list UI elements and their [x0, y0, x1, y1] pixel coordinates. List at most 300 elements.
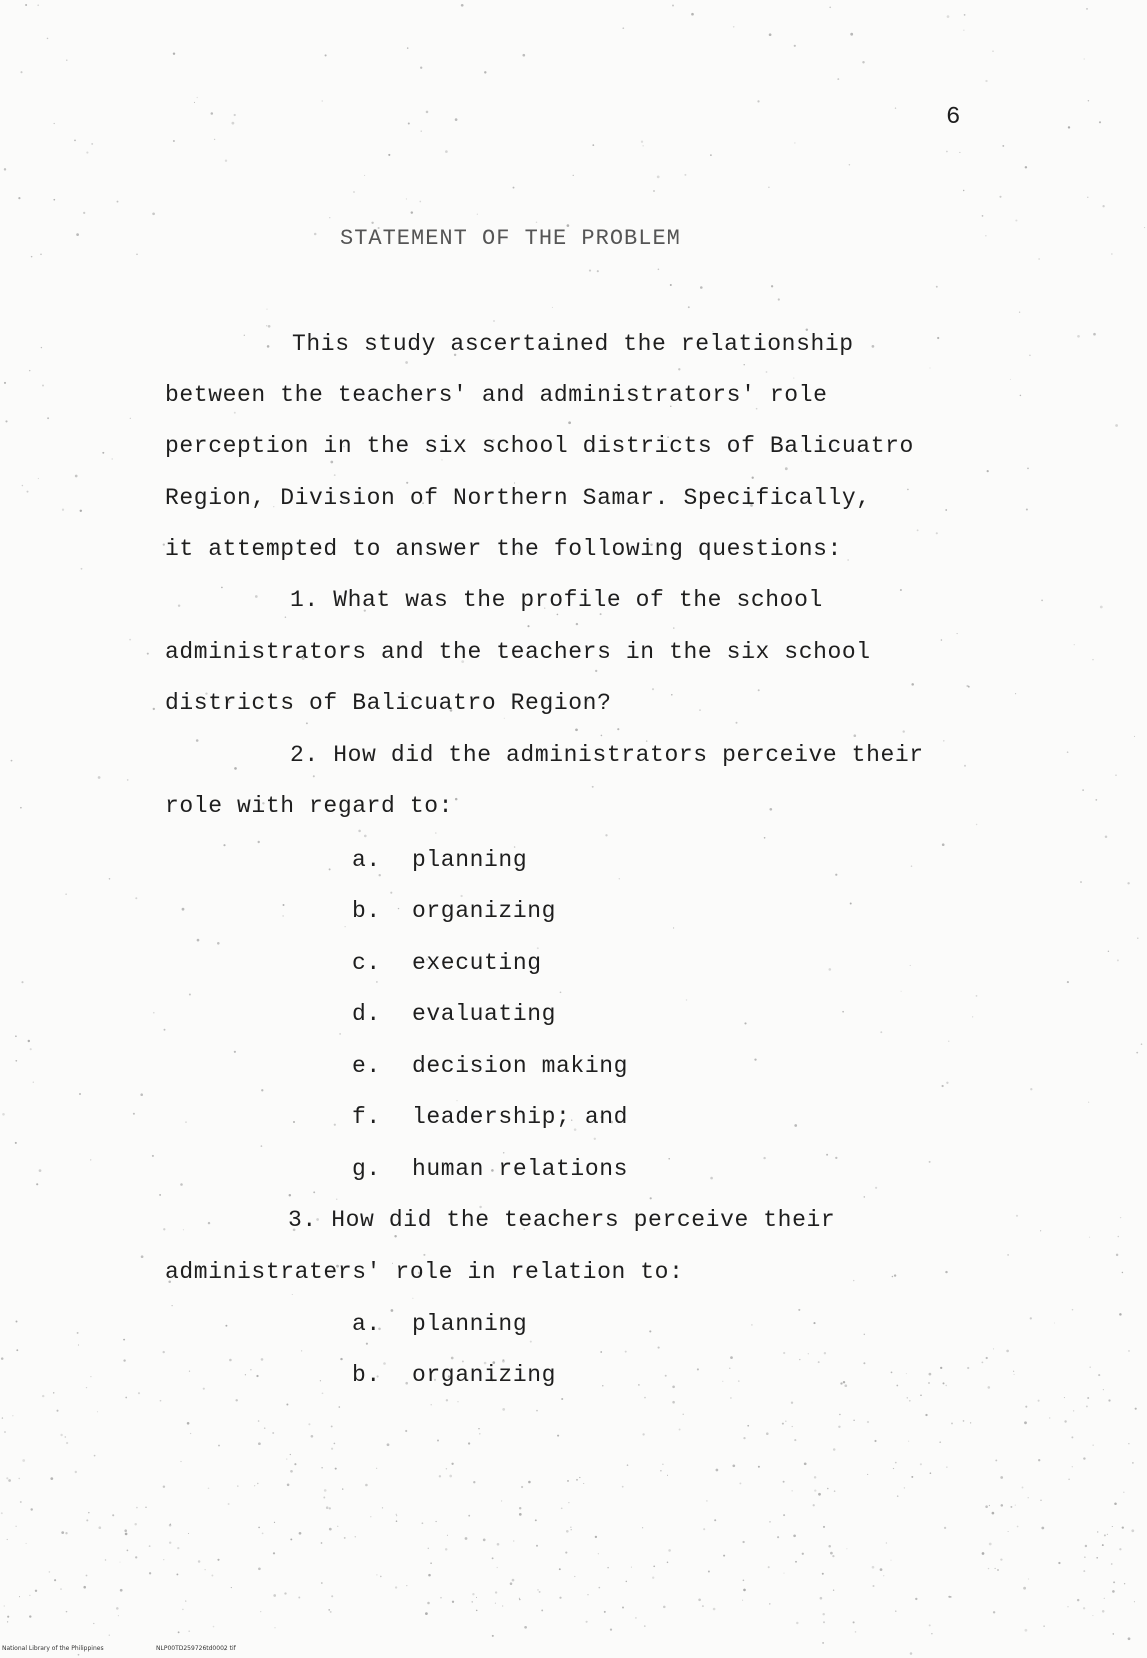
scan-dot	[641, 141, 643, 143]
scan-dot	[147, 653, 149, 655]
scan-dot	[364, 175, 365, 176]
scan-dot	[217, 1559, 219, 1561]
scan-dot	[594, 1138, 596, 1140]
scan-dot	[257, 1483, 258, 1484]
scan-dot	[136, 253, 138, 255]
scan-dot	[1006, 1350, 1009, 1353]
scan-dot	[408, 122, 410, 124]
scan-dot	[208, 1488, 210, 1490]
scan-dot	[963, 1420, 965, 1422]
scan-dot	[90, 1159, 91, 1160]
scan-dot	[598, 1553, 599, 1554]
question-3-line: administraters' role in relation to:	[165, 1259, 684, 1285]
scan-dot	[483, 1539, 486, 1542]
scan-dot	[586, 1621, 588, 1623]
scan-dot	[504, 718, 505, 719]
scan-dot	[451, 1463, 453, 1465]
scan-dot	[244, 335, 245, 336]
scan-dot	[229, 1359, 232, 1362]
scan-dot	[1135, 1408, 1137, 1410]
scan-dot	[91, 143, 93, 145]
scan-dot	[622, 1486, 624, 1488]
scan-dot	[743, 1437, 745, 1439]
scan-dot	[635, 1617, 637, 1619]
scan-dot	[457, 1401, 458, 1402]
scan-dot	[1064, 1420, 1066, 1422]
page-title: STATEMENT OF THE PROBLEM	[340, 226, 681, 251]
scan-dot	[838, 1426, 840, 1428]
scan-dot	[267, 345, 270, 348]
q2-item-text: evaluating	[412, 1001, 557, 1027]
scan-dot	[626, 1581, 628, 1583]
scan-dot	[1137, 937, 1138, 938]
scan-dot	[313, 1191, 315, 1193]
scan-dot	[29, 370, 30, 371]
scan-dot	[895, 107, 896, 108]
scan-dot	[322, 1392, 324, 1394]
scan-dot	[447, 1535, 448, 1536]
scan-dot	[777, 1536, 779, 1538]
scan-dot	[658, 269, 660, 271]
scan-dot	[497, 1567, 498, 1568]
scan-dot	[799, 1359, 800, 1360]
scan-dot	[595, 1536, 597, 1538]
scan-dot	[758, 1466, 760, 1468]
scan-dot	[47, 417, 49, 419]
scan-dot	[1093, 1445, 1094, 1446]
scan-dot	[793, 378, 794, 379]
scan-dot	[988, 1568, 989, 1569]
scan-dot	[428, 1574, 431, 1577]
scan-dot	[120, 1589, 123, 1592]
scan-dot	[1019, 312, 1020, 313]
scan-dot	[579, 1477, 580, 1478]
scan-dot	[1092, 659, 1094, 661]
scan-dot	[864, 1196, 866, 1198]
scan-dot	[657, 176, 660, 179]
scan-dot	[86, 1575, 88, 1577]
scan-dot	[1072, 1466, 1073, 1467]
scan-dot	[261, 1358, 264, 1361]
scan-dot	[234, 114, 236, 116]
q2-item-text: leadership; and	[412, 1104, 629, 1130]
scan-dot	[875, 1187, 877, 1189]
scan-dot	[738, 1380, 740, 1382]
scan-dot	[943, 740, 944, 741]
scan-dot	[234, 412, 236, 414]
scan-dot	[872, 1585, 874, 1587]
scan-dot	[1083, 1570, 1085, 1572]
scan-dot	[1115, 775, 1116, 776]
scan-dot	[1041, 599, 1043, 601]
scan-dot	[245, 1374, 246, 1375]
scan-dot	[426, 111, 429, 114]
scan-dot	[250, 1369, 251, 1370]
scan-dot	[60, 1588, 62, 1590]
scan-dot	[1119, 1313, 1122, 1316]
q2-item-letter: a.	[352, 847, 381, 873]
scan-dot	[766, 1432, 769, 1435]
scan-dot	[134, 1523, 136, 1525]
scan-dot	[135, 1556, 137, 1558]
scan-dot	[519, 1599, 520, 1600]
scan-dot	[287, 1484, 290, 1487]
scan-dot	[561, 1507, 563, 1509]
scan-dot	[425, 1612, 428, 1615]
scan-dot	[78, 1654, 80, 1656]
scan-dot	[234, 767, 237, 770]
scan-dot	[81, 568, 83, 570]
scan-dot	[1010, 379, 1011, 380]
scan-dot	[886, 1542, 887, 1543]
scan-dot	[15, 1060, 17, 1062]
scan-dot	[492, 1557, 494, 1559]
scan-dot	[822, 1642, 824, 1644]
scan-dot	[53, 199, 55, 201]
scan-dot	[757, 100, 759, 102]
scan-dot	[929, 1161, 931, 1163]
scan-dot	[985, 80, 987, 82]
scan-dot	[778, 298, 780, 300]
scan-dot	[228, 1503, 230, 1505]
scan-dot	[170, 1524, 171, 1525]
scan-dot	[194, 102, 195, 103]
scan-dot	[906, 1373, 907, 1374]
scan-dot	[945, 1271, 947, 1273]
scan-dot	[1013, 1371, 1014, 1372]
scan-dot	[1131, 1529, 1134, 1532]
scan-dot	[752, 477, 754, 479]
scan-dot	[678, 368, 680, 370]
scan-dot	[1020, 395, 1022, 397]
scan-dot	[1030, 1088, 1032, 1090]
scan-dot	[1128, 1637, 1131, 1640]
scan-dot	[12, 1415, 13, 1416]
scan-dot	[867, 1474, 868, 1475]
scan-dot	[330, 461, 333, 464]
scan-dot	[83, 212, 85, 214]
scan-dot	[258, 1527, 260, 1529]
scan-dot	[451, 1357, 454, 1360]
scan-dot	[398, 908, 399, 909]
intro-line: perception in the six school districts of Balicuatro	[165, 433, 914, 459]
scan-dot	[716, 1469, 719, 1472]
scan-dot	[428, 1548, 429, 1549]
scan-dot	[688, 306, 690, 308]
scan-dot	[963, 30, 964, 31]
scan-dot	[380, 1576, 382, 1578]
scan-dot	[1068, 126, 1070, 128]
scan-dot	[187, 1422, 190, 1425]
scan-dot	[335, 1468, 337, 1470]
scan-dot	[314, 233, 317, 236]
scan-dot	[60, 1434, 62, 1436]
scan-dot	[21, 981, 23, 983]
scan-dot	[1084, 1557, 1085, 1558]
scan-dot	[967, 1367, 969, 1369]
scan-dot	[964, 765, 966, 767]
scan-dot	[223, 844, 225, 846]
scan-dot	[329, 868, 331, 870]
scan-dot	[235, 1399, 237, 1401]
scan-dot	[671, 694, 673, 696]
scan-dot	[387, 1443, 390, 1446]
scan-dot	[1134, 1601, 1135, 1602]
scan-dot	[163, 1228, 165, 1230]
scan-dot	[785, 467, 788, 470]
scan-dot	[911, 865, 913, 867]
scan-dot	[479, 1433, 481, 1435]
scan-dot	[1100, 606, 1103, 609]
scan-dot	[1007, 1254, 1009, 1256]
scan-dot	[430, 1562, 432, 1564]
scan-dot	[1127, 882, 1129, 884]
scan-dot	[6, 1477, 8, 1479]
scan-dot	[939, 1441, 941, 1443]
scan-dot	[853, 1621, 855, 1623]
scan-dot	[266, 309, 267, 310]
scan-dot	[699, 709, 701, 711]
scan-dot	[1124, 1583, 1125, 1584]
scan-dot	[1103, 1389, 1104, 1390]
scan-dot	[30, 1048, 32, 1050]
scan-dot	[133, 1113, 135, 1115]
scan-dot	[751, 1324, 753, 1326]
scan-dot	[476, 1610, 478, 1612]
scan-dot	[644, 1625, 646, 1627]
scan-dot	[997, 1569, 999, 1571]
scan-dot	[289, 1194, 291, 1196]
q2-item-text: executing	[412, 950, 542, 976]
scan-dot	[783, 1514, 785, 1516]
scan-dot	[928, 1382, 930, 1384]
scan-dot	[258, 1420, 260, 1422]
footer-library: National Library of the Philippines	[2, 1645, 104, 1652]
scan-dot	[255, 595, 258, 598]
scan-dot	[512, 1579, 515, 1582]
scan-dot	[853, 1280, 854, 1281]
q2-item-letter: d.	[352, 1001, 381, 1027]
scan-dot	[840, 1382, 842, 1384]
scan-dot	[61, 1531, 64, 1534]
scan-dot	[644, 1397, 646, 1399]
scan-dot	[583, 1483, 584, 1484]
scan-dot	[823, 1526, 825, 1528]
scan-dot	[31, 256, 33, 258]
scan-dot	[837, 78, 839, 80]
scan-dot	[989, 1505, 990, 1506]
scan-dot	[446, 1468, 447, 1469]
scan-dot	[1116, 1254, 1118, 1256]
scan-dot	[205, 1569, 206, 1570]
scan-dot	[519, 1507, 521, 1509]
scan-dot	[62, 509, 64, 511]
scan-dot	[1040, 1230, 1041, 1231]
scan-dot	[896, 1385, 898, 1387]
scan-dot	[988, 1386, 991, 1389]
scan-dot	[65, 1532, 67, 1534]
scan-dot	[782, 1423, 784, 1425]
scan-dot	[599, 1587, 601, 1589]
scan-dot	[739, 1482, 741, 1484]
scan-dot	[714, 1519, 716, 1521]
scan-dot	[604, 1611, 606, 1613]
scan-dot	[901, 991, 902, 992]
scan-dot	[1102, 205, 1104, 207]
scan-dot	[985, 1505, 988, 1508]
scan-dot	[874, 1440, 876, 1442]
scan-dot	[697, 1368, 699, 1370]
scan-dot	[42, 385, 44, 387]
scan-dot	[339, 1033, 341, 1035]
scan-dot	[29, 1595, 30, 1596]
scan-dot	[668, 1158, 670, 1160]
scan-dot	[1030, 1317, 1032, 1319]
scan-dot	[163, 1351, 165, 1353]
scan-dot	[1123, 1492, 1125, 1494]
scan-dot	[665, 1375, 667, 1377]
scan-dot	[917, 529, 919, 531]
scan-dot	[920, 1394, 922, 1396]
scan-dot	[423, 1254, 425, 1256]
scan-dot	[364, 835, 367, 838]
scan-dot	[929, 1624, 931, 1626]
scan-dot	[1141, 1043, 1143, 1045]
scan-dot	[631, 1567, 632, 1568]
scan-dot	[320, 1380, 321, 1381]
scan-dot	[946, 1082, 948, 1084]
scan-dot	[686, 999, 687, 1000]
scan-dot	[272, 1432, 274, 1434]
scan-dot	[559, 1568, 561, 1570]
scan-dot	[1015, 219, 1017, 221]
scan-dot	[1089, 1366, 1091, 1368]
scan-dot	[197, 97, 198, 98]
scan-dot	[1083, 1457, 1085, 1459]
scan-dot	[592, 786, 594, 788]
scan-dot	[957, 633, 958, 634]
scan-dot	[839, 1414, 840, 1415]
scan-dot	[673, 927, 674, 928]
scan-dot	[945, 509, 947, 511]
scan-dot	[763, 1157, 765, 1159]
scan-dot	[268, 325, 271, 328]
scan-dot	[406, 1585, 407, 1586]
scan-dot	[232, 122, 235, 125]
scan-dot	[828, 968, 831, 971]
scan-dot	[940, 1367, 942, 1369]
scan-dot	[64, 1436, 66, 1438]
scan-dot	[1099, 121, 1101, 123]
scan-dot	[1077, 1599, 1079, 1601]
scan-dot	[376, 1574, 377, 1575]
scan-dot	[495, 1603, 496, 1604]
scan-dot	[306, 722, 308, 724]
scan-dot	[1086, 1405, 1088, 1407]
scan-dot	[273, 1552, 275, 1554]
scan-dot	[622, 1607, 624, 1609]
scan-dot	[421, 130, 422, 131]
scan-dot	[42, 1395, 44, 1397]
scan-dot	[993, 1611, 995, 1613]
scan-dot	[182, 1609, 184, 1611]
scan-dot	[75, 475, 78, 478]
scan-dot	[652, 688, 654, 690]
scan-dot	[468, 1515, 470, 1517]
scan-dot	[783, 1573, 784, 1574]
scan-dot	[86, 1519, 88, 1521]
scan-dot	[849, 164, 850, 165]
scan-dot	[660, 1470, 662, 1472]
scan-dot	[729, 1368, 730, 1369]
scan-dot	[396, 1514, 397, 1515]
scan-dot	[456, 1100, 457, 1101]
scan-dot	[698, 1599, 701, 1602]
scan-dot	[587, 1594, 588, 1595]
scan-dot	[1000, 1558, 1002, 1560]
scan-dot	[25, 4, 27, 6]
scan-dot	[883, 1575, 884, 1576]
scan-dot	[662, 1464, 664, 1466]
scan-dot	[702, 1605, 704, 1607]
question-3-line: 3. How did the teachers perceive their	[288, 1207, 836, 1233]
scan-dot	[160, 1400, 162, 1402]
scan-dot	[435, 832, 437, 834]
scan-dot	[945, 1385, 946, 1386]
scan-dot	[105, 1559, 106, 1560]
scan-dot	[691, 13, 694, 16]
scan-dot	[1015, 1504, 1016, 1505]
scan-dot	[867, 1421, 869, 1423]
scan-dot	[183, 1229, 184, 1230]
scan-dot	[747, 1425, 749, 1427]
scan-dot	[915, 1598, 917, 1600]
scan-dot	[282, 915, 283, 916]
scan-dot	[1118, 1236, 1120, 1238]
scan-dot	[1086, 8, 1088, 10]
scan-dot	[649, 1330, 651, 1332]
scan-dot	[536, 222, 538, 224]
scan-dot	[536, 1545, 538, 1547]
scan-dot	[383, 1362, 386, 1365]
scan-dot	[1024, 1421, 1027, 1424]
scan-dot	[652, 1577, 654, 1579]
scan-dot	[294, 1463, 296, 1465]
scan-dot	[794, 1124, 797, 1127]
scan-dot	[446, 1399, 448, 1401]
scan-dot	[595, 670, 597, 672]
scan-dot	[501, 1500, 502, 1501]
scan-dot	[850, 903, 852, 905]
scan-dot	[152, 212, 155, 215]
scan-dot	[743, 1579, 745, 1581]
scan-dot	[405, 1382, 408, 1385]
scan-dot	[937, 337, 939, 339]
scan-dot	[38, 478, 39, 479]
scan-dot	[986, 1357, 988, 1359]
footer-code: NLP00TD259726td0002 tif	[156, 1645, 236, 1652]
scan-dot	[703, 1528, 705, 1530]
scan-dot	[1102, 1610, 1105, 1613]
scan-dot	[366, 1343, 368, 1345]
scan-dot	[565, 1552, 567, 1554]
scan-dot	[159, 1194, 161, 1196]
scan-dot	[22, 485, 24, 487]
scan-dot	[66, 60, 67, 61]
scan-dot	[826, 1154, 828, 1156]
scan-dot	[936, 286, 938, 288]
scan-dot	[15, 1526, 16, 1527]
